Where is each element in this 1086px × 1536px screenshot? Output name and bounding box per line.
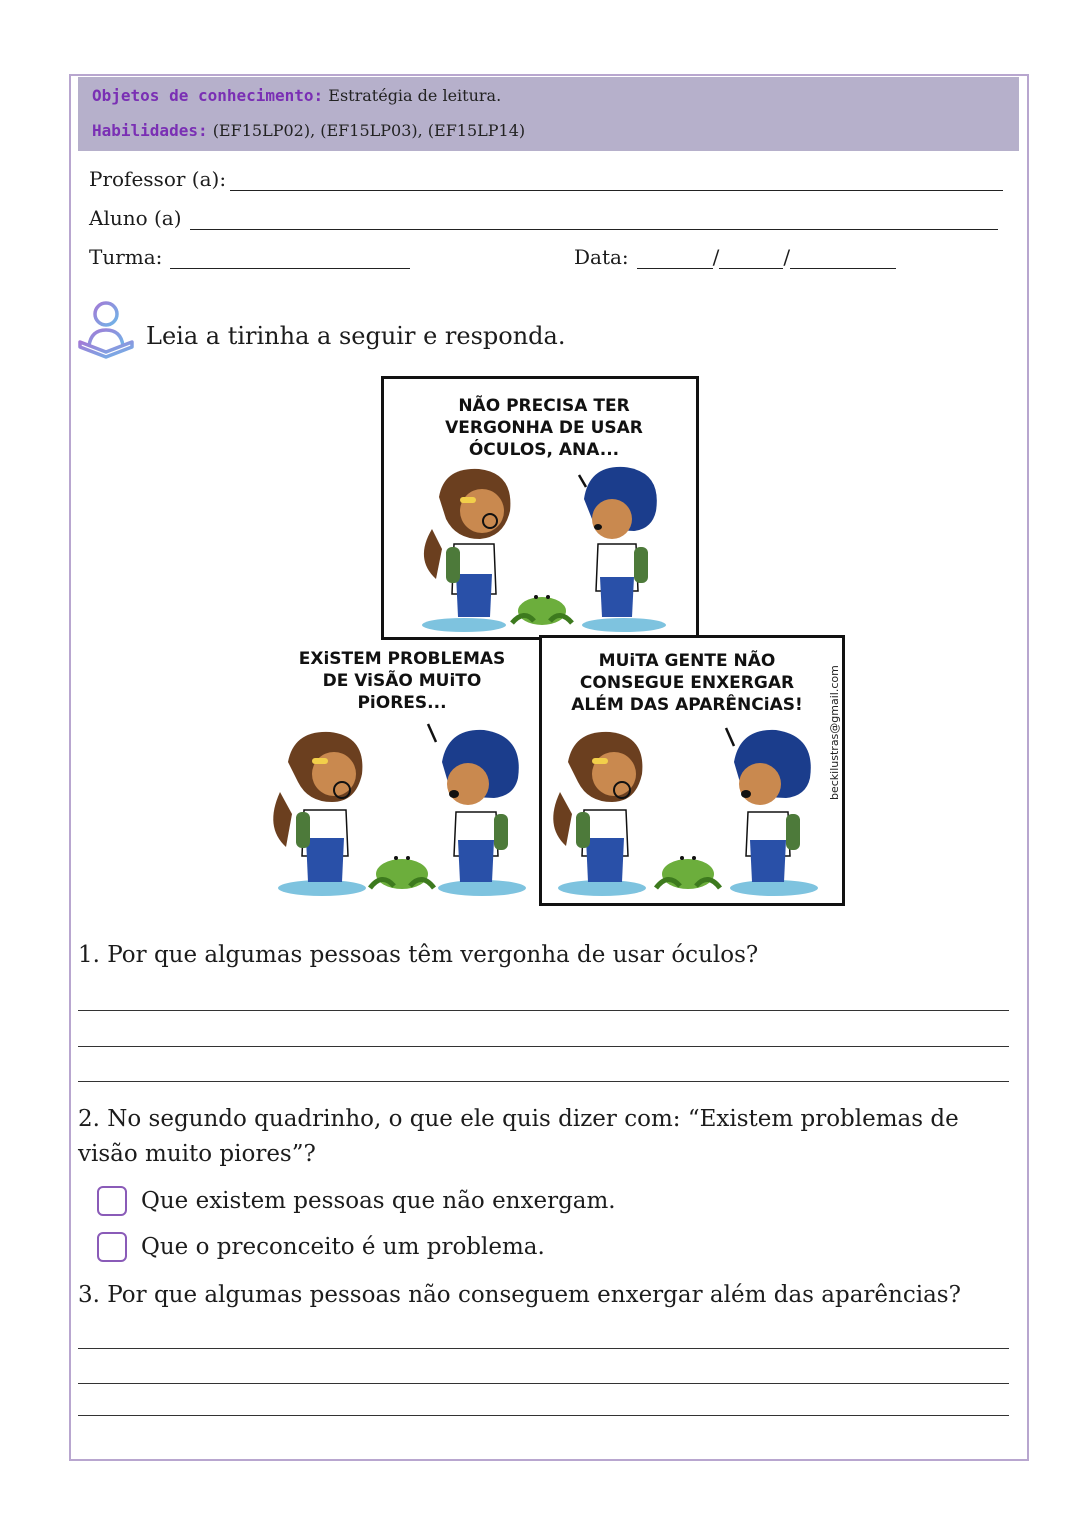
aluno-field xyxy=(89,206,998,230)
habilidades-value: (EF15LP02), (EF15LP03), (EF15LP14) xyxy=(212,121,526,140)
reader-icon xyxy=(77,300,135,360)
habilidades-line xyxy=(92,121,525,140)
girl-figure-1 xyxy=(424,469,511,617)
year-input-line[interactable] xyxy=(790,250,896,269)
date-separator: / xyxy=(712,245,720,269)
question-1: 1. Por que algumas pessoas têm vergonha de usar óculos? xyxy=(78,942,759,968)
frog-figure-2 xyxy=(370,856,434,889)
date-separator: / xyxy=(783,245,791,269)
frog-figure-1 xyxy=(512,595,572,625)
boy-figure-3 xyxy=(734,730,811,882)
data-label: Data: xyxy=(574,245,629,269)
comic-panel-3 xyxy=(539,635,845,906)
turma-field xyxy=(89,245,410,269)
professor-input-line[interactable] xyxy=(230,172,1003,191)
turma-label: Turma: xyxy=(89,245,163,269)
day-input-line[interactable] xyxy=(637,250,713,269)
girl-figure-2 xyxy=(273,732,362,882)
question-2: 2. No segundo quadrinho, o que ele quis dizer com: “Existem problemas de visão muito piores”? xyxy=(78,1106,959,1167)
comic-scene-2 xyxy=(262,642,540,904)
answer-line[interactable] xyxy=(78,1010,1009,1011)
option-1[interactable] xyxy=(97,1186,616,1216)
comic-credit: beckilustras@gmail.com xyxy=(828,665,841,800)
checkbox[interactable] xyxy=(97,1186,127,1216)
aluno-input-line[interactable] xyxy=(190,211,998,230)
professor-label: Professor (a): xyxy=(89,167,227,191)
data-field xyxy=(574,245,896,269)
month-input-line[interactable] xyxy=(719,250,783,269)
answer-line[interactable] xyxy=(78,1348,1009,1349)
habilidades-label: Habilidades: xyxy=(92,121,208,140)
objetos-label: Objetos de conhecimento: xyxy=(92,86,324,105)
answer-line[interactable] xyxy=(78,1415,1009,1416)
comic-scene-1 xyxy=(384,379,696,637)
aluno-label: Aluno (a) xyxy=(89,206,182,230)
comic-panel-2 xyxy=(262,642,540,904)
checkbox[interactable] xyxy=(97,1232,127,1262)
header-box xyxy=(78,77,1019,151)
speech-balloon-1: NÃO PRECISA TER VERGONHA DE USAR ÓCULOS, ANA... xyxy=(445,396,643,460)
frog-figure-3 xyxy=(656,856,720,889)
option-2-label: Que o preconceito é um problema. xyxy=(141,1234,545,1260)
boy-figure-1 xyxy=(584,467,657,617)
boy-figure-2 xyxy=(442,730,519,882)
option-1-label: Que existem pessoas que não enxergam. xyxy=(141,1188,616,1214)
speech-balloon-3: MUiTA GENTE NÃO CONSEGUE ENXERGAR ALÉM DAS APARÊNCiAS! xyxy=(571,651,803,715)
option-2[interactable] xyxy=(97,1232,545,1262)
answer-line[interactable] xyxy=(78,1081,1009,1082)
intro-text: Leia a tirinha a seguir e responda. xyxy=(146,322,566,350)
objetos-line xyxy=(92,86,501,105)
objetos-value: Estratégia de leitura. xyxy=(328,86,502,105)
turma-input-line[interactable] xyxy=(170,250,410,269)
comic-scene-3 xyxy=(542,638,842,903)
question-3: 3. Por que algumas pessoas não conseguem enxergar além das aparências? xyxy=(78,1282,961,1308)
answer-line[interactable] xyxy=(78,1383,1009,1384)
speech-balloon-2: EXiSTEM PROBLEMAS DE ViSÃO MUiTO PiORES... xyxy=(298,649,506,713)
girl-figure-3 xyxy=(553,732,642,882)
comic-panel-1 xyxy=(381,376,699,640)
answer-line[interactable] xyxy=(78,1046,1009,1047)
professor-field xyxy=(89,167,1003,191)
